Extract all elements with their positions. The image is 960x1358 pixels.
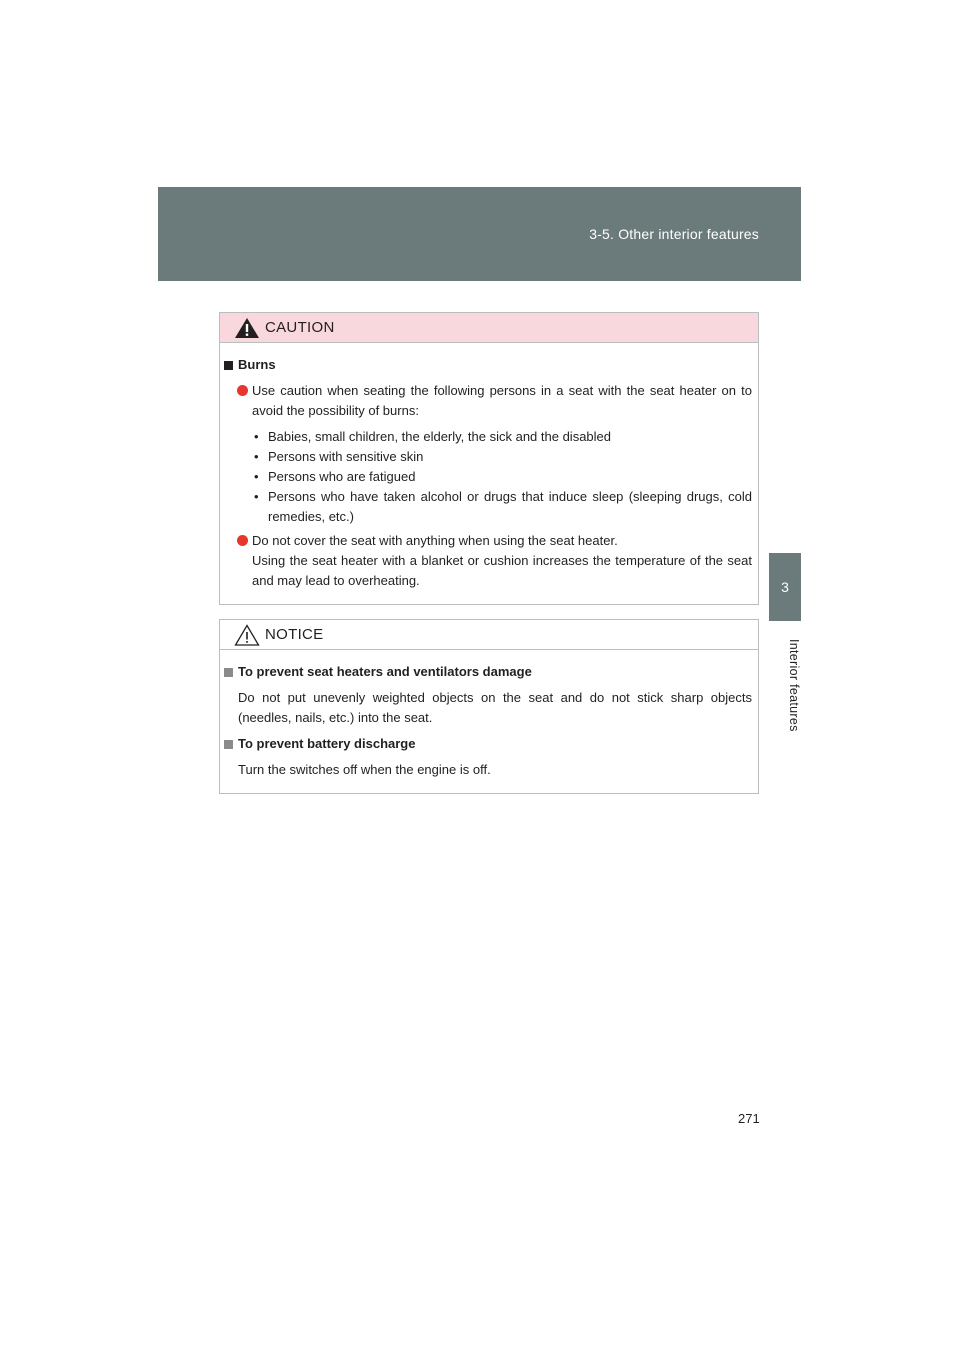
list-item: • Persons who are fatigued	[254, 467, 752, 487]
list-item: • Persons who have taken alcohol or drugs that induce sleep (sleeping drugs, cold remedies, etc.)	[254, 487, 752, 527]
caution-title: CAUTION	[265, 319, 335, 336]
middot-icon: •	[254, 429, 259, 444]
middot-icon: •	[254, 469, 259, 484]
chapter-tab	[769, 553, 801, 621]
header-band	[158, 187, 801, 281]
page-number: 271	[738, 1111, 760, 1126]
notice-text: Turn the switches off when the engine is off.	[238, 762, 491, 777]
chapter-number: 3	[781, 579, 789, 595]
warning-icon	[234, 317, 260, 339]
chapter-label: Interior features	[787, 638, 801, 732]
caution-bullet: Use caution when seating the following persons in a seat with the seat heater on to avoid the possibility of burns:	[237, 381, 752, 421]
caution-heading: Burns	[224, 355, 752, 375]
list-item: • Babies, small children, the elderly, the sick and the disabled	[254, 427, 752, 447]
caution-bullet: Do not cover the seat with anything when using the seat heater. Using the seat heater with a blanket or cushion increases the temperature of the seat and may lead to overheating.	[237, 531, 752, 591]
section-title: 3-5. Other interior features	[589, 226, 759, 242]
square-bullet-icon	[224, 361, 233, 370]
red-dot-icon	[237, 535, 248, 546]
notice-title: NOTICE	[265, 626, 324, 643]
caution-box	[219, 312, 759, 605]
list-item: • Persons with sensitive skin	[254, 447, 752, 467]
warning-outline-icon	[234, 624, 260, 646]
notice-heading: To prevent battery discharge	[224, 734, 752, 754]
notice-header	[220, 620, 758, 650]
square-bullet-icon	[224, 668, 233, 677]
square-bullet-icon	[224, 740, 233, 749]
caution-header	[220, 313, 758, 343]
notice-heading: To prevent seat heaters and ventilators damage	[224, 662, 752, 682]
middot-icon: •	[254, 489, 259, 504]
middot-icon: •	[254, 449, 259, 464]
notice-box	[219, 619, 759, 794]
notice-text: Do not put unevenly weighted objects on the seat and do not stick sharp objects (needles, nails, etc.) into the seat.	[238, 690, 752, 725]
caution-sub-list	[254, 427, 752, 527]
red-dot-icon	[237, 385, 248, 396]
